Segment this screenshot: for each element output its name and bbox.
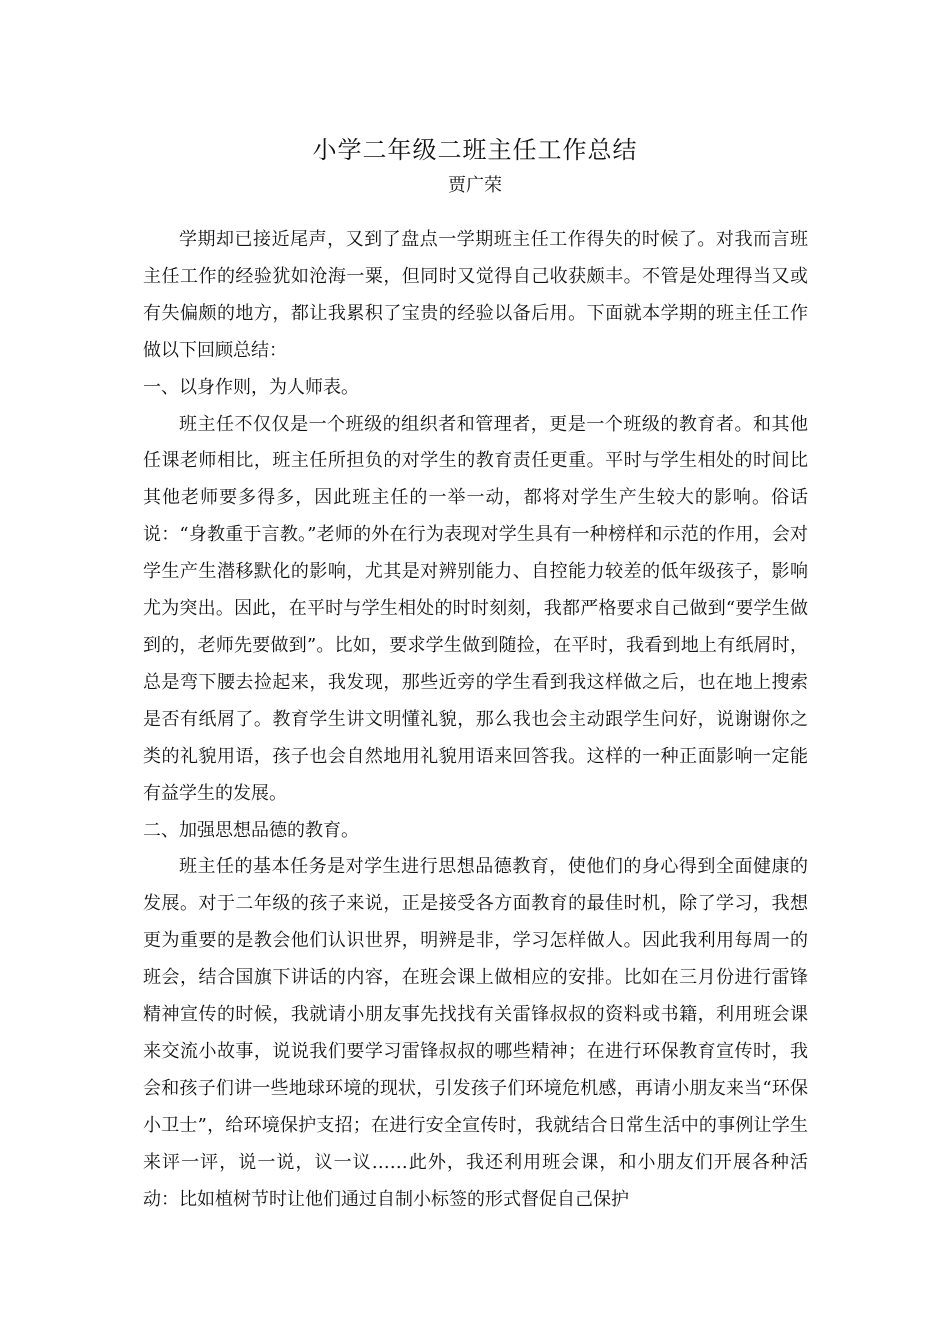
paragraph-section-1: 班主任不仅仅是一个班级的组织者和管理者，更是一个班级的教育者。和其他任课老师相比，班主任所担负的对学生的教育责任更重。平时与学生相处的时间比其他老师要多得多，因此班主任的一举一动，都将对学生产生较大的影响。俗话说：“身教重于言教。”老师的外在行为表现对学生具有一种榜样和示范的作用，会对学生产生潜移默化的影响，尤其是对辨别能力、自控能力较差的低年级孩子，影响尤为突出。因此，在平时与学生相处的时时刻刻，我都严格要求自己做到“要学生做到的，老师先要做到”。比如，要求学生做到随捡，在平时，我看到地上有纸屑时，总是弯下腰去捡起来，我发现，那些近旁的学生看到我这样做之后，也在地上搜索是否有纸屑了。教育学生讲文明懂礼貌，那么我也会主动跟学生问好，说谢谢你之类的礼貌用语，孩子也会自然地用礼貌用语来回答我。这样的一种正面影响一定能有益学生的发展。 bbox=[143, 413, 808, 804]
document-author: 贾广荣 bbox=[448, 175, 502, 196]
paragraph-intro: 学期却已接近尾声，又到了盘点一学期班主任工作得失的时候了。对我而言班主任工作的经验犹如沧海一粟，但同时又觉得自己收获颇丰。不管是处理得当又或有失偏颇的地方，都让我累积了宝贵的经验以备后用。下面就本学期的班主任工作做以下回顾总结： bbox=[143, 229, 808, 361]
section-heading-2: 二、加强思想品德的教育。 bbox=[143, 819, 359, 841]
paragraph-section-2: 班主任的基本任务是对学生进行思想品德教育，使他们的身心得到全面健康的发展。对于二年级的孩子来说，正是接受各方面教育的最佳时机，除了学习，我想更为重要的是教会他们认识世界，明辨是非，学习怎样做人。因此我利用每周一的班会，结合国旗下讲话的内容，在班会课上做相应的安排。比如在三月份进行雷锋精神宣传的时候，我就请小朋友事先找找有关雷锋叔叔的资料或书籍，利用班会课来交流小故事，说说我们要学习雷锋叔叔的哪些精神；在进行环保教育宣传时，我会和孩子们讲一些地球环境的现状，引发孩子们环境危机感，再请小朋友来当“环保小卫士”，给环境保护支招；在进行安全宣传时，我就结合日常生活中的事例让学生来评一评，说一说，议一议……此外，我还利用班会课，和小朋友们开展各种活动：比如植树节时让他们通过自制小标签的形式督促自己保护 bbox=[143, 856, 808, 1210]
document-title: 小学二年级二班主任工作总结 bbox=[312, 136, 638, 164]
document-body bbox=[143, 222, 808, 1218]
section-heading-1: 一、以身作则，为人师表。 bbox=[143, 376, 359, 398]
